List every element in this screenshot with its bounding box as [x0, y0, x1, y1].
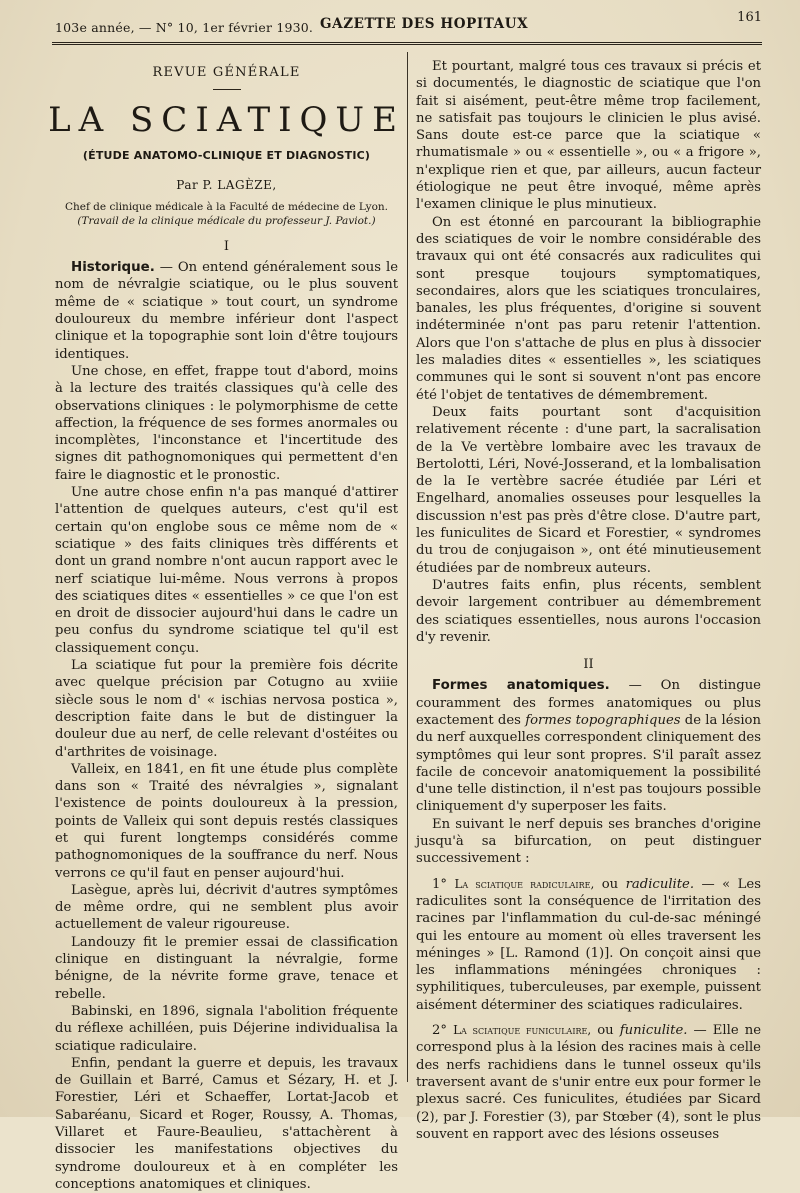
page-number: 161 — [737, 10, 762, 25]
item-title: La sciatique radiculaire, — [454, 876, 595, 891]
paragraph-historique — [55, 259, 398, 363]
formes-text-b: de la lésion du nerf auxquelles correspondent cliniquement des symptômes qui leur sont propres. S'il paraît assez facile de concevoir anatomiquement la possibilité d'une telle distinction, il n'est pas toujours possible cliniquement d'y superposer les faits. — [416, 712, 761, 815]
paragraph: On est étonné en parcourant la bibliographie des sciatiques de voir le nombre considérable des travaux qui ont été consacrés aux radiculites qui sont presque toujours symptomatiques, secondaires, alors que les sciatiques tronculaires, banales, les plus fréquentes, d'origine si souvent indéterminée n'ont pas paru retenir l'attention. Alors que l'on s'attache de plus en plus à dissocier les maladies dites « essentielles », les sciatiques communes qui le sont si souvent n'ont pas encore été l'objet de tentatives de démembrement. — [416, 214, 761, 403]
spacer — [416, 1014, 761, 1022]
paragraph: Lasègue, après lui, décrivit d'autres symptômes de même ordre, qui ne semblent plus avoir actuellement de valeur rigoureuse. — [55, 882, 398, 933]
paragraph: Babinski, en 1896, signala l'abolition fréquente du réflexe achilléen, puis Déjerine individualisa la sciatique radiculaire. — [55, 1003, 398, 1054]
paragraph: La sciatique fut pour la première fois décrite avec quelque précision par Cotugno au xviiie siècle sous le nom d' « ischias nervosa postica », description faite dans le but de distinguer la douleur due au nerf, de celle relevant d'ostéites ou d'arthrites de voisinage. — [55, 658, 398, 760]
article-title: LA SCIATIQUE — [48, 100, 405, 141]
column-divider — [407, 52, 408, 1082]
section-number-1: I — [223, 238, 230, 254]
paragraph: Une autre chose enfin n'a pas manqué d'attirer l'attention de quelques auteurs, c'est qu'il est certain qu'on englobe sous ce même nom de « sciatique » des faits cliniques très différents et dont un grand nombre n'ont aucun rapport avec le nerf sciatique lui-même. Nous verrons à propos des sciatiques dites « essentielles » ce que l'on est en droit de dissocier aujourd'hui dans le cadre un peu confus du syndrome sciatique tel qu'il est classiquement conçu. — [55, 485, 398, 656]
formes-text-a: — On distingue couramment des formes anatomiques ou plus exactement des — [416, 678, 761, 728]
paragraph: Landouzy fit le premier essai de classification clinique en distinguant la névralgie, forme bénigne, de la névrite forme grave, tenace et rebelle. — [55, 934, 398, 1002]
paragraph: Enfin, pendant la guerre et depuis, les travaux de Guillain et Barré, Camus et Sézary, H. et J. Forestier, Léri et Schaeffer, Lortat-Jacob et Sabaréanu, Sicard et Roger, Roussy, A. Thomas, Villaret et Faure-Beaulieu, s'attachèrent à dissocier les manifestations objectives du syndrome douloureux et à en compléter les conceptions anatomiques et cliniques. — [55, 1055, 398, 1192]
paragraph-formes — [416, 677, 761, 815]
item-text: — « Les radiculites sont la conséquence de l'irritation des racines par l'inflammation du cul-de-sac méningé qui les entoure au moment où elles traversent les méninges » [L. Ramond (1)]. On conçoit ainsi que les inflammations méningées chroniques : syphilitiques, tuberculeuses, par exemple, puissent aisément déterminer des sciatiques radiculaires. — [416, 876, 761, 1013]
historique-heading: Historique. — [71, 260, 155, 276]
item-or: ou — [591, 1023, 620, 1039]
item-number: 2° — [432, 1023, 454, 1039]
item-title: La sciatique funiculaire, — [453, 1023, 592, 1038]
paragraph: Valleix, en 1841, en fit une étude plus complète dans son « Traité des névralgies », signalant l'existence de points douloureux à la pression, points de Valleix qui sont depuis restés classiques et qui furent longtemps considérés comme pathognomoniques de la souffrance du nerf. Nous verrons ce qu'il faut en penser aujourd'hui. — [55, 761, 398, 881]
spacer — [416, 868, 761, 876]
journal-title: GAZETTE DES HOPITAUX — [320, 16, 529, 32]
article-subtitle: (ÉTUDE ANATOMO-CLINIQUE ET DIAGNOSTIC) — [82, 149, 371, 163]
section-number-2: II — [583, 657, 594, 673]
header-rule — [52, 42, 762, 47]
item-text: — Elle ne correspond plus à la lésion des racines mais à celle des nerfs rachidiens dans le tunnel osseux qu'ils traversent avant de s'unir entre eux pour former le plexus sacré. Ces funiculites, étudiées par Sicard (2), par J. Forestier (3), par Stœber (4), sont le plus souvent en rapport avec des lésions osseuses — [416, 1023, 761, 1142]
rubric: REVUE GÉNÉRALE — [152, 65, 301, 80]
formes-heading: Formes anatomiques. — [432, 678, 610, 694]
paragraph: Deux faits pourtant sont d'acquisition relativement récente : d'une part, la sacralisation de la Ve vertèbre lombaire avec les travaux de Bertolotti, Léri, Nové-Josserand, et la lombalisation de la Ie vertèbre sacrée étudiée par Léri et Engelhard, anomalies osseuses pour lesquelles la discussion n'est pas près d'être close. D'autre part, les funiculites de Sicard et Forestier, « syndromes du trou de conjugaison », ont été minutieusement étudiées par de nombreux auteurs. — [416, 404, 761, 576]
paragraph: Et pourtant, malgré tous ces travaux si précis et si documentés, le diagnostic de sciatique que l'on fait si aisément, peut-être même trop facilement, ne satisfait pas toujours le clinicien le plus avisé. Sans doute est-ce parce que la sciatique « rhumatismale » ou « essentielle », ou « a frigore », n'explique rien et que, par ailleurs, aucun facteur étiologique ne peut être invoqué, même après l'examen clinique le plus minutieux. — [416, 59, 761, 213]
historique-text: — On entend généralement sous le nom de névralgie sciatique, ou le plus souvent même de « sciatique » tout court, un syndrome douloureux du membre inférieur dont l'aspect clinique et la topographie sont loin d'être toujours identiques. — [55, 260, 398, 362]
item-term: funiculite. — [619, 1023, 688, 1039]
formes-italic: formes topographiques — [525, 712, 681, 728]
title-rule — [213, 89, 241, 90]
paragraph: D'autres faits enfin, plus récents, semblent devoir largement contribuer au démembrement des sciatiques essentielles, nous aurons l'occasion d'y revenir. — [416, 577, 761, 645]
paragraph: En suivant le nerf depuis ses branches d'origine jusqu'à sa bifurcation, on peut distinguer successivement : — [416, 816, 761, 867]
left-column — [48, 58, 405, 1193]
list-item-funiculaire — [416, 1022, 761, 1143]
author-line: Par P. LAGÈZE, — [176, 177, 277, 192]
right-column — [416, 58, 761, 1143]
item-or: ou — [594, 876, 626, 892]
item-number: 1° — [432, 876, 455, 892]
work-note: (Travail de la clinique médicale du professeur J. Paviot.) — [77, 214, 376, 227]
item-term: radiculite. — [625, 876, 695, 892]
running-header — [55, 10, 762, 36]
author-affiliation: Chef de clinique médicale à la Faculté de médecine de Lyon. — [64, 200, 389, 213]
issue-info: 103e année, — N° 10, 1er février 1930. — [55, 20, 314, 35]
paragraph: Une chose, en effet, frappe tout d'abord, moins à la lecture des traités classiques qu'à celle des observations cliniques : le polymorphisme de cette affection, la fréquence de ses formes anormales ou incomplètes, l'inconstance et l'incertitude des signes dit pathognomoniques qui permettent d'en faire le diagnostic et le pronostic. — [55, 363, 398, 483]
list-item-radiculaire — [416, 876, 761, 1014]
